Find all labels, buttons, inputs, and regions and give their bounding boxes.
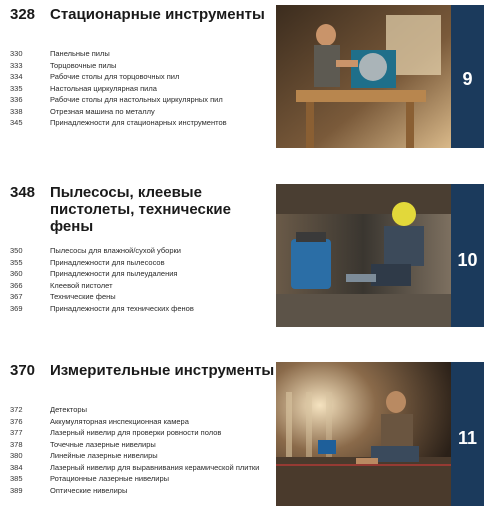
section-title: Пылесосы, клеевые пистолеты, технические фены xyxy=(50,184,231,235)
section-start-page: 328 xyxy=(10,6,36,23)
list-item[interactable]: 378 Точечные лазерные нивелиры xyxy=(10,439,156,449)
list-item[interactable]: 345 Принадлежности для стационарных инструментов xyxy=(10,118,227,127)
list-item[interactable]: 333 Торцовочные пилы xyxy=(10,60,117,70)
list-item[interactable]: 377 Лазерный нивелир для проверки ровности полов xyxy=(10,428,222,437)
list-item[interactable]: 335 Настольная циркулярная пила xyxy=(10,83,157,93)
list-item[interactable]: 367 Технические фены xyxy=(10,292,116,301)
chapter-tab[interactable] xyxy=(451,362,484,506)
list-item[interactable]: 355 Принадлежности для пылесосов xyxy=(10,257,165,267)
list-item[interactable]: 376 Аккумуляторная инспекционная камера xyxy=(10,416,189,426)
list-item[interactable]: 338 Отрезная машина по металлу xyxy=(10,106,155,116)
section-title: Стационарные инструменты xyxy=(50,6,265,23)
list-item[interactable]: 334 Рабочие столы для торцовочных пил xyxy=(10,72,180,81)
catalog-section-vacuums xyxy=(0,178,484,338)
list-item[interactable]: 385 Ротационные лазерные нивелиры xyxy=(10,474,170,483)
chapter-number: 11 xyxy=(457,428,478,448)
list-item[interactable]: 389 Оптические нивелиры xyxy=(10,485,128,495)
list-item[interactable]: 366 Клеевой пистолет xyxy=(10,280,113,290)
section-photo xyxy=(276,184,451,327)
list-item[interactable]: 360 Принадлежности для пылеудаления xyxy=(10,269,178,278)
chapter-tab[interactable] xyxy=(451,5,484,148)
section-photo xyxy=(276,5,451,148)
section-start-page: 370 xyxy=(10,362,36,379)
workshop-saw-photo xyxy=(276,5,451,148)
section-photo xyxy=(276,362,451,506)
section-contents-list xyxy=(10,48,270,129)
vacuum-worker-photo xyxy=(276,184,451,327)
list-item[interactable]: 369 Принадлежности для технических фенов xyxy=(10,303,194,313)
catalog-section-stationary-tools xyxy=(0,0,484,160)
laser-level-photo xyxy=(276,362,451,506)
list-item[interactable]: 350 Пылесосы для влажной/сухой уборки xyxy=(10,246,181,255)
chapter-tab[interactable] xyxy=(451,184,484,327)
list-item[interactable]: 380 Линейные лазерные нивелиры xyxy=(10,451,158,460)
list-item[interactable]: 330 Панельные пилы xyxy=(10,49,110,58)
list-item[interactable]: 372 Детекторы xyxy=(10,405,87,414)
catalog-section-measuring-tools xyxy=(0,356,484,512)
chapter-number: 10 xyxy=(457,250,478,270)
chapter-number: 9 xyxy=(462,69,473,89)
section-start-page: 348 xyxy=(10,184,36,201)
section-title: Измерительные инструменты xyxy=(50,362,275,379)
list-item[interactable]: 336 Рабочие столы для настольных циркулярных пил xyxy=(10,95,223,104)
list-item[interactable]: 384 Лазерный нивелир для выравнивания керамической плитки xyxy=(10,462,260,472)
section-contents-list xyxy=(10,245,270,314)
section-contents-list xyxy=(10,404,270,496)
